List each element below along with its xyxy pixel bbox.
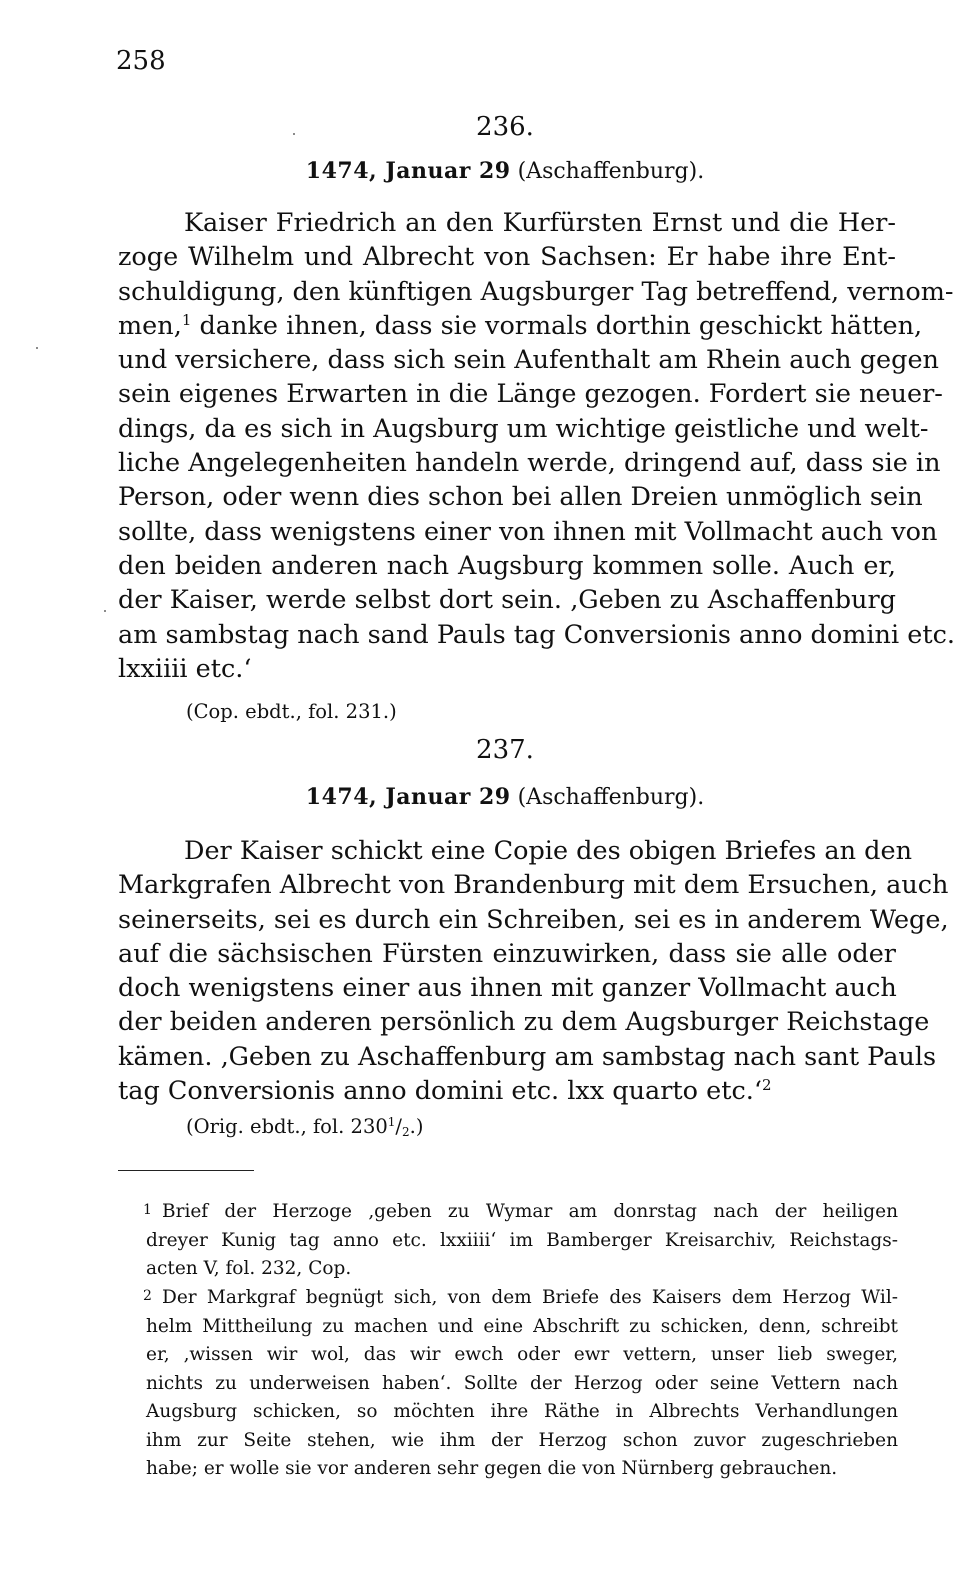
entry-number: 236. xyxy=(476,112,534,142)
body-line-with-footnote xyxy=(118,309,923,343)
body-line-with-footnote xyxy=(118,1074,896,1108)
entry-place: (Aschaffenburg). xyxy=(517,159,705,184)
source-note: (Cop. ebdt., fol. 231.) xyxy=(186,700,397,723)
footnote-line: Brief der Herzoge ‚geben zu Wymar am donrstag nach der heiligen xyxy=(162,1201,898,1222)
footnote-line: habe; er wolle sie vor anderen sehr gegen die von Nürnberg gebrauchen. xyxy=(146,1458,838,1479)
entry-date: 1474, Januar 29 xyxy=(305,784,511,810)
body-line: zoge Wilhelm und Albrecht von Sachsen: Er habe ihre Ent- xyxy=(118,242,896,273)
body-line: Person, oder wenn dies schon bei allen Dreien unmöglich sein xyxy=(118,482,923,513)
entry-number: 237. xyxy=(476,735,534,765)
body-line: der Kaiser, werde selbst dort sein. ‚Geben zu Aschaffenburg xyxy=(118,585,896,616)
line-start: men, xyxy=(118,310,182,341)
source-text: (Orig. ebdt., fol. 230 xyxy=(186,1115,388,1138)
footnote-line: dreyer Kunig tag anno etc. lxxiiii‘ im Bamberger Kreisarchiv, Reichstags- xyxy=(146,1229,898,1251)
footnote-rule xyxy=(118,1170,254,1171)
body-line: seinerseits, sei es durch ein Schreiben, sei es in anderem Wege, xyxy=(118,904,949,935)
entry-dateline xyxy=(0,158,960,184)
footnote-2 xyxy=(143,1284,898,1484)
entry-body xyxy=(118,834,949,1108)
body-line: liche Angelegenheiten handeln werde, dringend auf, dass sie in xyxy=(118,448,941,479)
footnote-line: helm Mittheilung zu machen und eine Abschrift zu schicken, denn, schreibt xyxy=(146,1315,898,1337)
footnote-mark: 2 xyxy=(143,1288,152,1304)
body-line: Markgrafen Albrecht von Brandenburg mit dem Ersuchen, auch xyxy=(118,870,949,901)
fraction-slash: / xyxy=(395,1115,402,1138)
body-line: schuldigung, den künftigen Augsburger Tag betreffend, vernom- xyxy=(118,276,954,307)
page-number: 258 xyxy=(116,46,166,76)
body-line: kämen. ‚Geben zu Aschaffenburg am sambstag nach sant Pauls xyxy=(118,1041,937,1072)
body-line: Kaiser Friedrich an den Kurfürsten Ernst und die Her- xyxy=(184,208,896,238)
body-line: den beiden anderen nach Augsburg kommen solle. Auch er, xyxy=(118,550,896,581)
body-line: lxxiiii etc.‘ xyxy=(118,653,252,684)
footnote-ref: 1 xyxy=(181,310,192,329)
entry-place: (Aschaffenburg). xyxy=(517,785,705,810)
footnote-mark: 1 xyxy=(143,1202,152,1218)
footnote-line: Der Markgraf begnügt sich, von dem Briefe des Kaisers dem Herzog Wil- xyxy=(162,1287,898,1308)
scan-speck xyxy=(293,133,295,135)
body-line: am sambstag nach sand Pauls tag Conversionis anno domini etc. xyxy=(118,619,955,650)
footnote-line: acten V, fol. 232, Cop. xyxy=(146,1258,352,1279)
footnote-line: ihm zur Seite stehen, wie ihm der Herzog schon zuvor zugeschrieben xyxy=(146,1429,898,1451)
entry-body xyxy=(118,206,955,686)
entry-dateline xyxy=(0,784,960,810)
fraction-numerator: 1 xyxy=(387,1115,396,1129)
body-line: sollte, dass wenigstens einer von ihnen mit Vollmacht auch von xyxy=(118,516,938,547)
body-line: der beiden anderen persönlich zu dem Augsburger Reichstage xyxy=(118,1007,930,1038)
source-suffix: .) xyxy=(409,1115,424,1138)
entry-date: 1474, Januar 29 xyxy=(305,158,511,184)
body-line: Der Kaiser schickt eine Copie des obigen Briefes an den xyxy=(184,836,912,866)
footnote-ref: 2 xyxy=(761,1076,772,1095)
body-line: auf die sächsischen Fürsten einzuwirken, dass sie alle oder xyxy=(118,938,896,969)
fraction-denominator: 2 xyxy=(402,1125,410,1139)
line-rest: danke ihnen, dass sie vormals dorthin geschickt hätten, xyxy=(191,310,923,341)
line-text: tag Conversionis anno domini etc. lxx quarto etc.‘ xyxy=(118,1076,762,1107)
scan-speck xyxy=(104,610,106,612)
body-line: dings, da es sich in Augsburg um wichtige geistliche und welt- xyxy=(118,413,929,444)
body-line: sein eigenes Erwarten in die Länge gezogen. Fordert sie neuer- xyxy=(118,379,943,410)
body-line: doch wenigstens einer aus ihnen mit ganzer Vollmacht auch xyxy=(118,973,897,1004)
body-line: und versichere, dass sich sein Aufenthalt am Rhein auch gegen xyxy=(118,345,939,376)
source-note xyxy=(186,1115,423,1138)
footnote-line: er, ‚wissen wir wol, das wir ewch oder ewr vettern, unser lieb sweger, xyxy=(146,1344,898,1365)
scan-speck xyxy=(36,347,38,349)
footnote-1 xyxy=(143,1198,898,1284)
footnote-line: Augsburg schicken, so möchten ihre Räthe in Albrechts Verhandlungen xyxy=(146,1401,898,1422)
footnote-line: nichts zu underweisen haben‘. Sollte der Herzog oder seine Vettern nach xyxy=(146,1372,898,1394)
